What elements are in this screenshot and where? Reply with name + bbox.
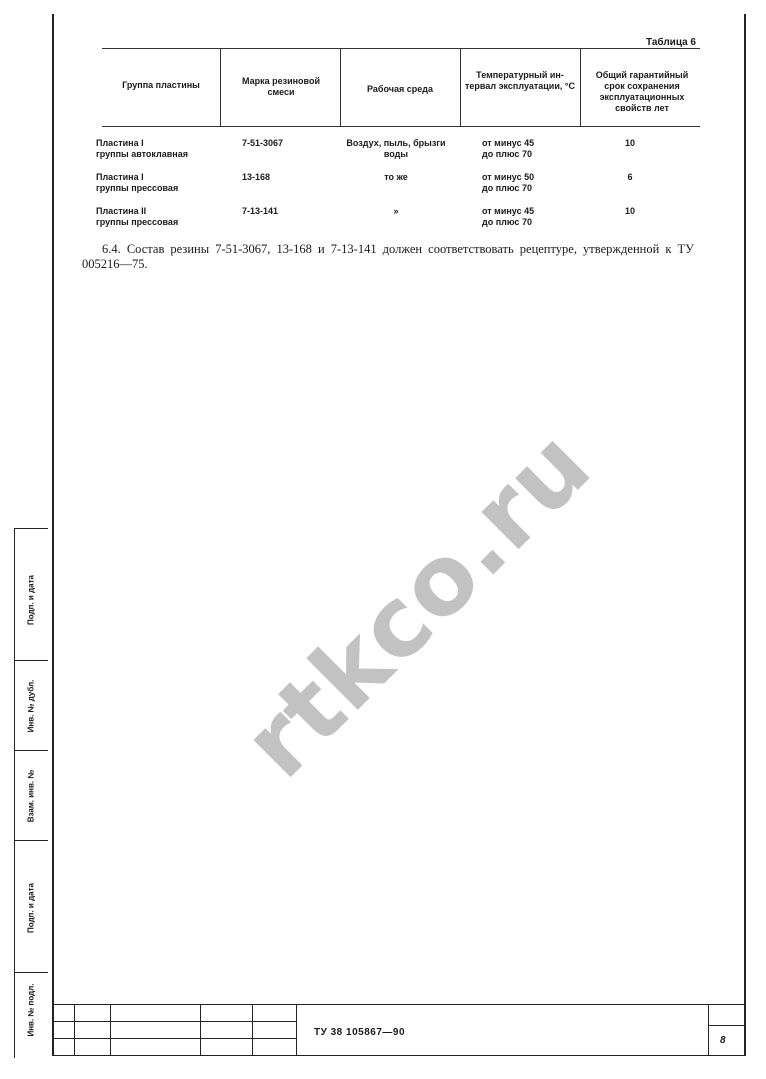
title-block-divider	[296, 1004, 297, 1056]
table-row	[96, 138, 700, 170]
header-medium: Рабочая среда	[367, 84, 433, 94]
cell-temp-line: от минус 45	[482, 206, 535, 216]
frame-right-border	[744, 14, 746, 1056]
cell-temp-line: до плюс 70	[482, 183, 532, 193]
cell-group-line: группы автоклавная	[96, 149, 188, 159]
cell-temperature	[482, 206, 572, 228]
table-column-divider	[460, 48, 461, 126]
stamp-label: Инв. № подл.	[26, 983, 36, 1037]
cell-medium: то же	[384, 172, 408, 182]
table-column-divider	[340, 48, 341, 126]
watermark: rtkco.ru	[221, 408, 613, 800]
header-term: Общий гарантийный срок сохранения эксплуатационных свойств лет	[595, 70, 689, 113]
stamp-label: Взам. инв. №	[26, 769, 36, 823]
title-block-divider	[708, 1004, 709, 1056]
cell-temperature	[482, 172, 572, 194]
title-block-rule	[52, 1021, 296, 1022]
table-column-divider	[220, 48, 221, 126]
cell-group	[96, 172, 226, 194]
header-temperature: Температурный ин-тервал эксплуатации, °С	[465, 70, 575, 91]
stamp-label: Подп. и дата	[26, 883, 36, 933]
cell-temp-line: до плюс 70	[482, 217, 532, 227]
page-number: 8	[720, 1035, 726, 1046]
table-column-divider	[580, 48, 581, 126]
cell-medium: »	[393, 206, 399, 216]
table-header-rule	[102, 126, 700, 127]
stamp-border	[14, 528, 15, 1058]
cell-temp-line: от минус 50	[482, 172, 535, 182]
cell-grade: 13-168	[242, 172, 271, 182]
cell-term: 10	[624, 138, 635, 148]
frame-left-border	[52, 14, 54, 1056]
table-row	[96, 172, 700, 204]
cell-term: 10	[624, 206, 635, 216]
title-block-rule	[52, 1055, 746, 1056]
margin-stamp	[14, 528, 48, 1058]
cell-group-line: Пластина II	[96, 206, 147, 216]
title-block-divider	[74, 1004, 75, 1056]
cell-group-line: Пластина I	[96, 172, 144, 182]
title-block-rule	[708, 1025, 746, 1026]
cell-temp-line: до плюс 70	[482, 149, 532, 159]
stamp-separator	[14, 528, 48, 529]
cell-group-line: группы прессовая	[96, 183, 179, 193]
table-row	[96, 206, 700, 238]
title-block	[52, 1004, 746, 1056]
cell-temp-line: от минус 45	[482, 138, 535, 148]
table-caption: Таблица 6	[645, 37, 696, 48]
stamp-separator	[14, 972, 48, 973]
body-paragraph: 6.4. Состав резины 7-51-3067, 13-168 и 7-13-141 должен соответствовать рецептуре, утвержденной к ТУ 005216—75.	[82, 242, 694, 271]
title-block-divider	[110, 1004, 111, 1056]
stamp-separator	[14, 840, 48, 841]
table-top-rule	[102, 48, 700, 49]
title-block-divider	[252, 1004, 253, 1056]
title-block-divider	[200, 1004, 201, 1056]
stamp-label: Подп. и дата	[26, 575, 36, 625]
title-block-rule	[52, 1038, 296, 1039]
header-group: Группа пластины	[122, 80, 200, 90]
stamp-separator	[14, 660, 48, 661]
header-grade: Марка резиновой смеси	[241, 76, 320, 97]
cell-medium: Воздух, пыль, брызги воды	[346, 138, 446, 159]
title-block-rule	[52, 1004, 746, 1005]
cell-grade: 7-51-3067	[242, 138, 284, 148]
cell-term: 6	[627, 172, 633, 182]
stamp-separator	[14, 750, 48, 751]
cell-group-line: группы прессовая	[96, 217, 179, 227]
cell-group-line: Пластина I	[96, 138, 144, 148]
cell-group	[96, 206, 226, 228]
document-code: ТУ 38 105867—90	[314, 1027, 406, 1038]
stamp-label: Инв. № дубл.	[26, 679, 36, 733]
cell-grade: 7-13-141	[242, 206, 279, 216]
cell-group	[96, 138, 226, 160]
cell-temperature	[482, 138, 572, 160]
